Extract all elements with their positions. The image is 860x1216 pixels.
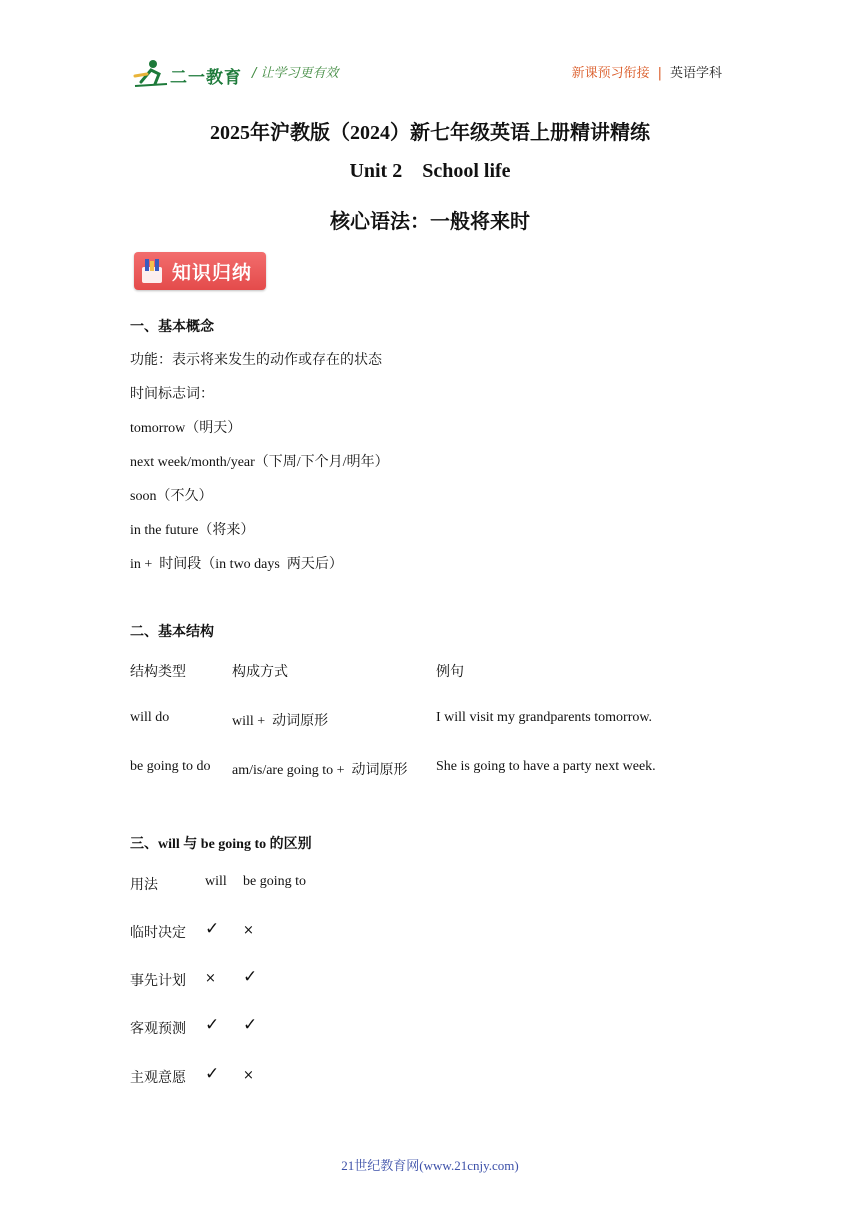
check-mark-icon: ✓ (243, 967, 258, 987)
section1-line: 功能：表示将来发生的动作或存在的状态 (130, 353, 382, 368)
table-header-cell: 结构类型 (130, 665, 186, 680)
compare-row-label: 事先计划 (130, 974, 186, 989)
table-cell: am/is/are going to + 动词原形 (232, 763, 408, 778)
compare-row-label: 主观意愿 (130, 1071, 186, 1086)
check-mark-icon: ✓ (205, 1015, 220, 1035)
compare-row-label: 客观预测 (130, 1022, 186, 1037)
compare-header-cell: be going to (243, 874, 306, 889)
section1-line: tomorrow（明天） (130, 421, 242, 436)
header-subject: 英语学科 (669, 66, 722, 81)
table-header-cell: 例句 (436, 665, 464, 680)
section1-line: in + 时间段（in two days 两天后） (130, 557, 343, 572)
brand-logo-text: 二一教育 (170, 68, 242, 88)
header-course-link[interactable]: 新课预习衔接 (571, 66, 650, 81)
section1-line: soon（不久） (130, 489, 213, 504)
page-title: 2025年沪教版（2024）新七年级英语上册精讲精练 (210, 122, 650, 144)
table-cell: I will visit my grandparents tomorrow. (436, 710, 653, 725)
cross-mark-icon: × (243, 923, 254, 938)
check-mark-icon: ✓ (205, 919, 220, 939)
cross-mark-icon: × (205, 971, 216, 986)
section1-line: 时间标志词： (130, 387, 214, 402)
table-header-cell: 构成方式 (232, 665, 288, 680)
header-slogan: / 让学习更有效 (252, 66, 339, 81)
section1-line: next week/month/year（下周/下个月/明年） (130, 455, 389, 470)
grammar-title: 核心语法：一般将来时 (330, 211, 530, 233)
check-mark-icon: ✓ (243, 1015, 258, 1035)
compare-header-cell: 用法 (130, 878, 158, 893)
table-cell: will + 动词原形 (232, 714, 329, 729)
cross-mark-icon: × (243, 1068, 254, 1083)
header-separator: | (657, 66, 662, 81)
section3-heading: 三、will 与 be going to 的区别 (130, 837, 312, 852)
book-icon (140, 257, 164, 285)
footer-link[interactable]: 21世纪教育网(www.21cnjy.com) (341, 1158, 519, 1173)
table-cell: will do (130, 710, 170, 725)
compare-header-cell: will (205, 874, 227, 889)
section1-line: in the future（将来） (130, 523, 255, 538)
header-right (572, 62, 722, 81)
compare-row-label: 临时决定 (130, 926, 186, 941)
unit-title: Unit 2 School life (349, 160, 511, 182)
table-cell: She is going to have a party next week. (436, 759, 656, 774)
badge-label: 知识归纳 (172, 262, 253, 284)
section1-heading: 一、基本概念 (130, 320, 214, 335)
check-mark-icon: ✓ (205, 1064, 220, 1084)
table-cell: be going to do (130, 759, 211, 774)
section2-heading: 二、基本结构 (130, 625, 214, 640)
